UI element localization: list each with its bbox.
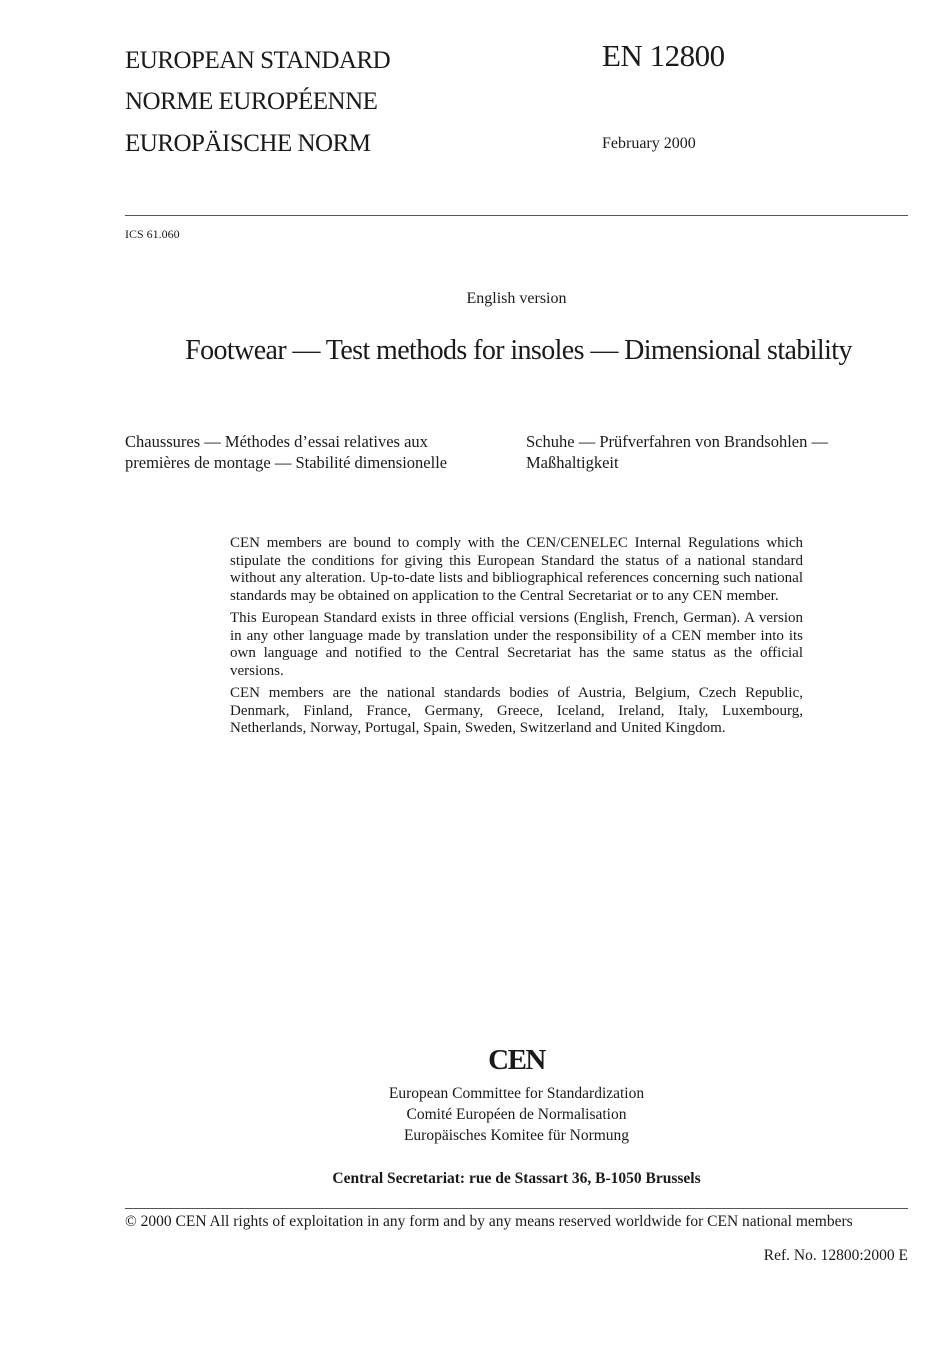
notice-paragraph-regulations: CEN members are bound to comply with the CEN/CENELEC Internal Regulations which stipulate the conditions for giving this European Standard the status of a national standard without any alteration. Up-to-date lists and bibliographical references concerning such national standards may be obtained on application to the Central Secretariat or to any CEN member. xyxy=(230,535,803,604)
standard-title-en: EUROPEAN STANDARD xyxy=(125,47,391,74)
subtitle-french: Chaussures — Méthodes d’essai relatives aux premières de montage — Stabilité dimensionelle xyxy=(125,432,448,472)
document-title: Footwear — Test methods for insoles — Dimensional stability xyxy=(185,335,852,366)
standard-number: EN 12800 xyxy=(602,38,725,73)
cen-logo: CEN xyxy=(488,1044,545,1076)
standard-title-fr: NORME EUROPÉENNE xyxy=(125,88,378,115)
org-name-de: Europäisches Komitee für Normung xyxy=(403,1127,630,1144)
publication-date: February 2000 xyxy=(602,135,696,152)
org-name-en: European Committee for Standardization xyxy=(388,1085,645,1102)
copyright-notice: © 2000 CEN All rights of exploitation in any form and by any means reserved worldwide for CEN national members xyxy=(125,1213,853,1230)
reference-number: Ref. No. 12800:2000 E xyxy=(763,1247,908,1264)
version-label: English version xyxy=(466,290,567,307)
notice-paragraph-members: CEN members are the national standards bodies of Austria, Belgium, Czech Republic, Denmark, Finland, France, Germany, Greece, Iceland, Ireland, Italy, Luxembourg, Netherlands, Norway, Portugal, Spain, Sweden, Switzerland and United Kingdom. xyxy=(230,685,803,736)
footer-divider xyxy=(125,1208,908,1209)
standard-title-de: EUROPÄISCHE NORM xyxy=(125,130,371,157)
notice-paragraph-versions: This European Standard exists in three official versions (English, French, German). A version in any other language made by translation under the responsibility of a CEN member into its own language and notified to the Central Secretariat has the same status as the official versions. xyxy=(230,610,803,679)
subtitle-german: Schuhe — Prüfverfahren von Brandsohlen — Maßhaltigkeit xyxy=(526,432,828,472)
central-secretariat: Central Secretariat: rue de Stassart 36, B-1050 Brussels xyxy=(332,1170,701,1187)
organization-names xyxy=(0,1083,950,1146)
ics-code: ICS 61.060 xyxy=(125,227,180,241)
header-divider xyxy=(125,215,908,216)
org-name-fr: Comité Européen de Normalisation xyxy=(406,1106,627,1123)
notice-block xyxy=(230,535,803,743)
